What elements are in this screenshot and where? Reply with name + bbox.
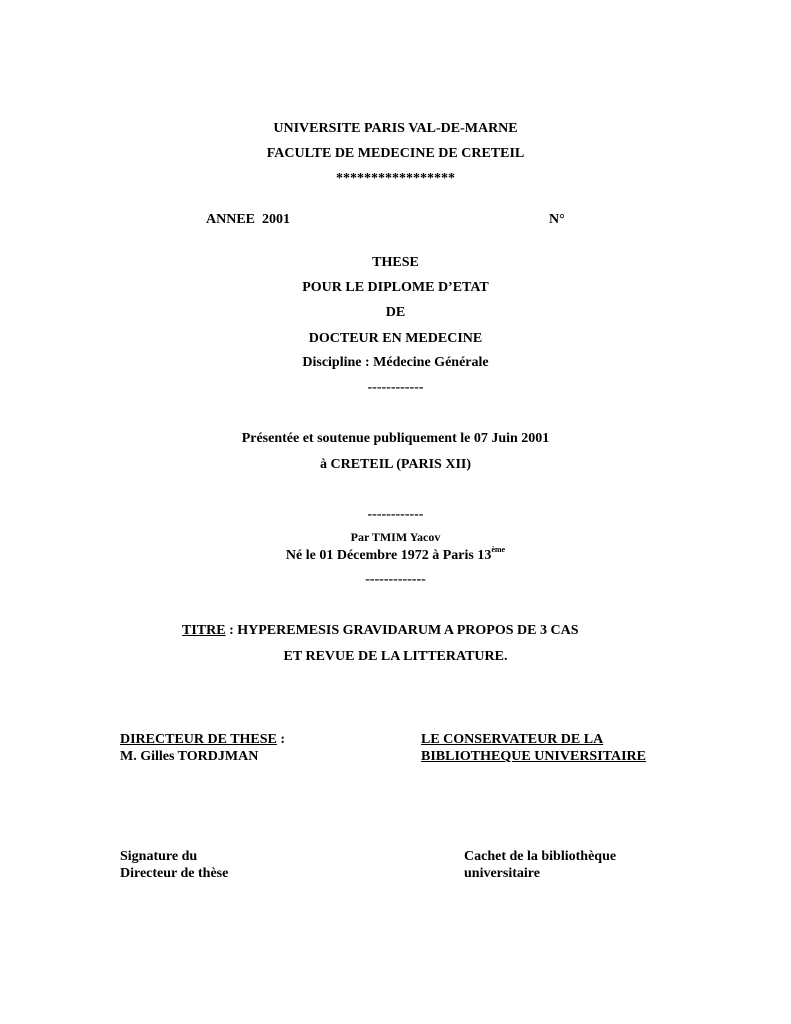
separator-3: ------------- [365,572,426,587]
director-heading [120,733,285,747]
stamp-line-1: Cachet de la bibliothèque [464,849,617,864]
title-line-2: ET REVUE DE LA LITTERATURE. [283,649,508,664]
signature-line-2: Directeur de thèse [120,866,229,881]
author-birth [0,545,791,563]
director-label: DIRECTEUR DE THESE [120,732,277,747]
title-colon: : [225,623,238,638]
thesis-discipline: Discipline : Médecine Générale [302,355,489,370]
presentation-place: à CRETEIL (PARIS XII) [319,457,472,472]
thesis-de: DE [385,305,406,320]
university-name: UNIVERSITE PARIS VAL-DE-MARNE [273,121,518,136]
title-label: TITRE [182,623,226,638]
number-label: N° [549,212,565,227]
faculty-name: FACULTE DE MEDECINE DE CRETEIL [266,146,525,161]
stamp-line-2: universitaire [464,866,540,881]
author-name: Par TMIM Yacov [350,530,441,544]
title-line-1 [182,624,578,638]
thesis-doctor: DOCTEUR EN MEDECINE [308,331,483,346]
thesis-heading: THESE [372,255,419,270]
author-birth-sup: ème [491,545,506,554]
separator-1: ------------ [367,380,424,395]
author-birth-text: Né le 01 Décembre 1972 à Paris 13 [285,548,492,563]
presentation-date: Présentée et soutenue publiquement le 07 Juin 2001 [241,431,550,446]
year-label: ANNEE 2001 [206,212,291,227]
director-colon: : [276,732,286,747]
separator-2: ------------ [367,507,424,522]
conservateur-line-1: LE CONSERVATEUR DE LA [421,732,604,747]
signature-line-1: Signature du [120,849,198,864]
stars-separator: ***************** [336,171,455,186]
thesis-diploma: POUR LE DIPLOME D’ETAT [302,280,489,295]
director-name: M. Gilles TORDJMAN [120,749,259,764]
title-text-1: HYPEREMESIS GRAVIDARUM A PROPOS DE 3 CAS [237,623,579,638]
conservateur-line-2: BIBLIOTHEQUE UNIVERSITAIRE [421,749,646,764]
